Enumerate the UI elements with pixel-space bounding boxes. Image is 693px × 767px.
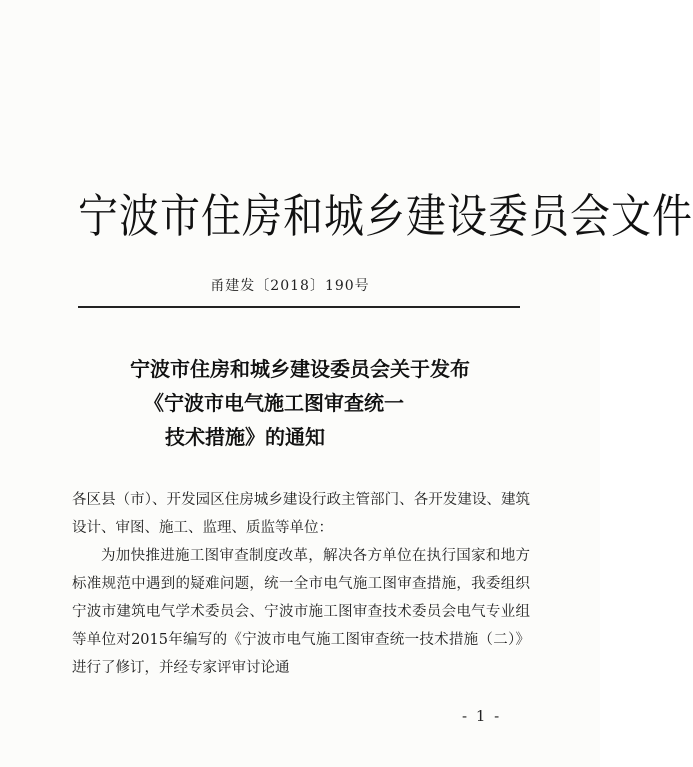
document-body: [72, 486, 530, 682]
title-line-3: 技术措施》的通知: [165, 425, 325, 449]
page-number: - 1 -: [462, 707, 502, 725]
document-number: 甬建发〔2018〕190号: [210, 278, 370, 294]
body-paragraph: 为加快推进施工图审查制度改革，解决各方单位在执行国家和地方标准规范中遇到的疑难问题，统一全市电气施工图审查措施，我委组织宁波市建筑电气学术委员会、宁波市施工图审查技术委员会电气专业组等单位对2015年编写的《宁波市电气施工图审查统一技术措施（二）》进行了修订，并经专家评审讨论通: [72, 548, 530, 676]
issuer-header: 宁波市住房和城乡建设委员会文件: [78, 190, 693, 244]
title-line-1: 宁波市住房和城乡建设委员会关于发布: [130, 357, 470, 381]
title-line-2: 《宁波市电气施工图审查统一: [144, 391, 404, 415]
addressee-paragraph: 各区县（市）、开发园区住房城乡建设行政主管部门、各开发建设、建筑设计、审图、施工、监理、质监等单位：: [72, 492, 530, 536]
document-title: [0, 352, 600, 454]
header-divider: [78, 306, 520, 308]
